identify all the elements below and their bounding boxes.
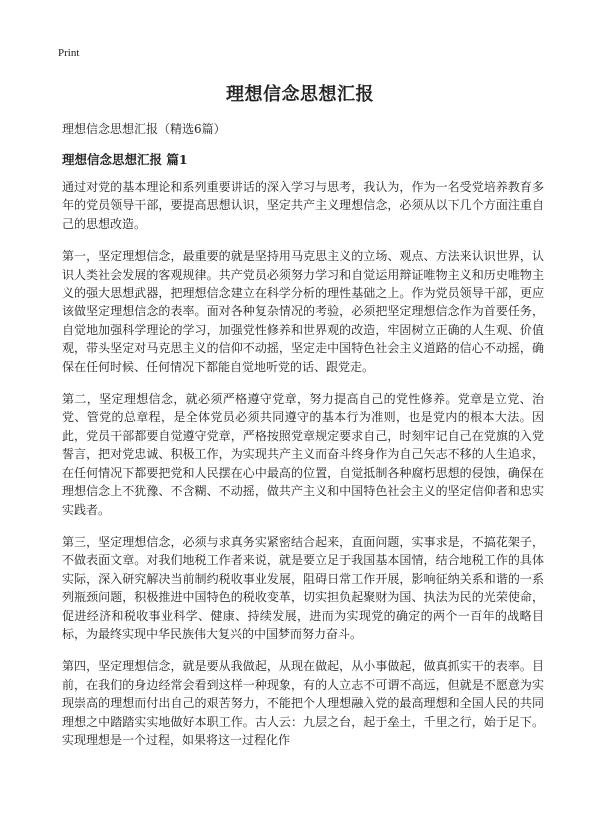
paragraph-third: 第三，坚定理想信念，必须与求真务实紧密结合起来，直面问题，实事求是，不搞花架子，不做表面文章。对我们地税工作者来说，就是要立足于我国基本国情，结合地税工作的具体实际，深入研究解决当前制约税收事业发展，阻碍日常工作开展，影响征纳关系和谐的一系列瓶颈问题，积极推进中国特色的税收变革，切实担负起聚财为国、执法为民的光荣使命，促进经济和税收事业科学、健康、持续发展，进而为实现党的确定的两个一百年的战略目标，为最终实现中华民族伟大复兴的中国梦而努力奋斗。: [62, 534, 544, 641]
paragraph-first: 第一，坚定理想信念，最重要的就是坚持用马克思主义的立场、观点、方法来认识世界，认识人类社会发展的客观规律。共产党员必须努力学习和自觉运用辩证唯物主义和历史唯物主义的强大思想武器，把理想信念建立在科学分析的理性基础之上。作为党员领导干部，更应该做坚定理想信念的表率。面对各种复杂情况的考验，必须把坚定理想信念作为首要任务，自觉地加强科学理论的学习，加强党性修养和世界观的改造，牢固树立正确的人生观、价值观，带头坚定对马克思主义的信仰不动摇，坚定走中国特色社会主义道路的信心不动摇，确保在任何时候、任何情况下都能自觉地听党的话、跟党走。: [62, 249, 544, 374]
document-body: [62, 178, 544, 763]
document-title: 理想信念思想汇报: [226, 84, 374, 105]
document-subtitle: 理想信念思想汇报（精选6篇）: [62, 122, 226, 136]
section-heading: 理想信念思想汇报 篇1: [62, 152, 188, 167]
paragraph-second: 第二，坚定理想信念，就必须严格遵守党章，努力提高自己的党性修养。党章是立党、治党、管党的总章程，是全体党员必须共同遵守的基本行为准则，也是党内的根本大法。因此，党员干部都要自觉遵守党章，严格按照党章规定要求自己，时刻牢记自己在党旗的入党誓言，把对党忠诚、积极工作，为实现共产主义而奋斗终身作为自己矢志不移的人生追求，在任何情况下都要把党和人民摆在心中最高的位置，自觉抵制各种腐朽思想的侵蚀，确保在理想信念上不犹豫、不含糊、不动摇，做共产主义和中国特色社会主义的坚定信仰者和忠实实践者。: [62, 392, 544, 517]
paragraph-fourth: 第四，坚定理想信念，就是要从我做起，从现在做起，从小事做起，做真抓实干的表率。目前，在我们的身边经常会看到这样一种现象，有的人立志不可谓不高远，但就是不愿意为实现崇高的理想而付出自己的艰苦努力，不能把个人理想融入党的最高理想和全国人民的共同理想之中踏踏实实地做好本职工作。古人云：九层之台，起于垒土，千里之行，始于足下。实现理想是一个过程，如果将这一过程化作: [62, 659, 544, 747]
paragraph-intro: 通过对党的基本理论和系列重要讲话的深入学习与思考，我认为，作为一名受党培养教育多年的党员领导干部，要提高思想认识，坚定共产主义理想信念，必须从以下几个方面注重自己的思想改造。: [62, 180, 544, 231]
print-link[interactable]: Print: [58, 47, 80, 59]
